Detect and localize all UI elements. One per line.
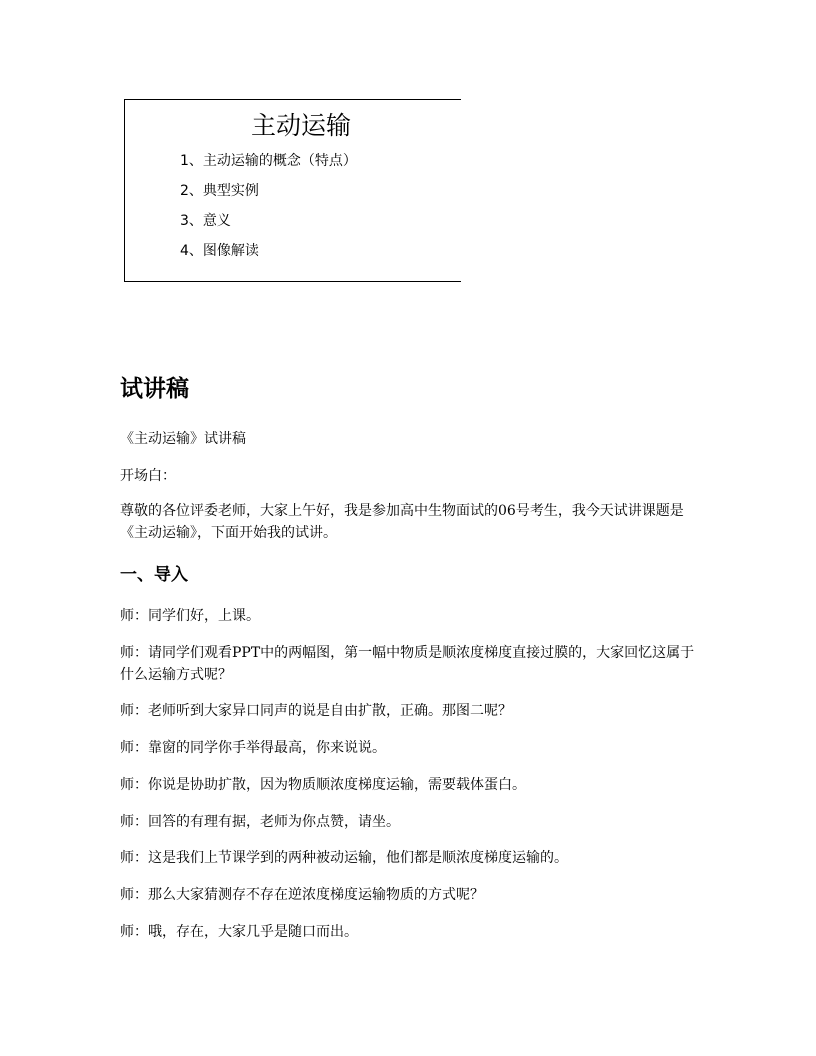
opening-label: 开场白： xyxy=(120,468,176,484)
slide-outline-item: 1、主动运输的概念（特点） xyxy=(180,153,357,169)
dialogue-line: 师：老师听到大家异口同声的说是自由扩散，正确。那图二呢？ xyxy=(120,703,512,719)
slide-outline-item: 2、典型实例 xyxy=(180,183,259,199)
dialogue-line: 师：靠窗的同学你手举得最高，你来说说。 xyxy=(120,740,386,756)
lecture-subtitle: 《主动运输》试讲稿 xyxy=(120,431,246,447)
dialogue-line: 师：你说是协助扩散，因为物质顺浓度梯度运输，需要载体蛋白。 xyxy=(120,777,526,793)
document-heading: 试讲稿 xyxy=(120,376,189,402)
slide-thumbnail xyxy=(124,99,461,282)
section-heading-intro: 一、导入 xyxy=(120,565,188,585)
slide-outline-list xyxy=(180,150,357,270)
dialogue-line: 师：那么大家猜测存不存在逆浓度梯度运输物质的方式呢？ xyxy=(120,887,484,903)
opening-paragraph: 尊敬的各位评委老师，大家上午好，我是参加高中生物面试的06号考生，我今天试讲课题是《主动运输》，下面开始我的试讲。 xyxy=(120,503,684,541)
dialogue-line: 师：哦，存在，大家几乎是随口而出。 xyxy=(120,924,358,940)
dialogue-line: 师：同学们好，上课。 xyxy=(120,608,260,624)
slide-outline-item: 3、意义 xyxy=(180,213,231,229)
dialogue-line: 师：回答的有理有据，老师为你点赞，请坐。 xyxy=(120,814,400,830)
slide-title: 主动运输 xyxy=(250,111,351,140)
slide-outline-item: 4、图像解读 xyxy=(180,243,259,259)
dialogue-line: 师：请同学们观看PPT中的两幅图，第一幅中物质是顺浓度梯度直接过膜的，大家回忆这属于什么运输方式呢？ xyxy=(120,645,695,683)
dialogue-line: 师：这是我们上节课学到的两种被动运输，他们都是顺浓度梯度运输的。 xyxy=(120,850,568,866)
